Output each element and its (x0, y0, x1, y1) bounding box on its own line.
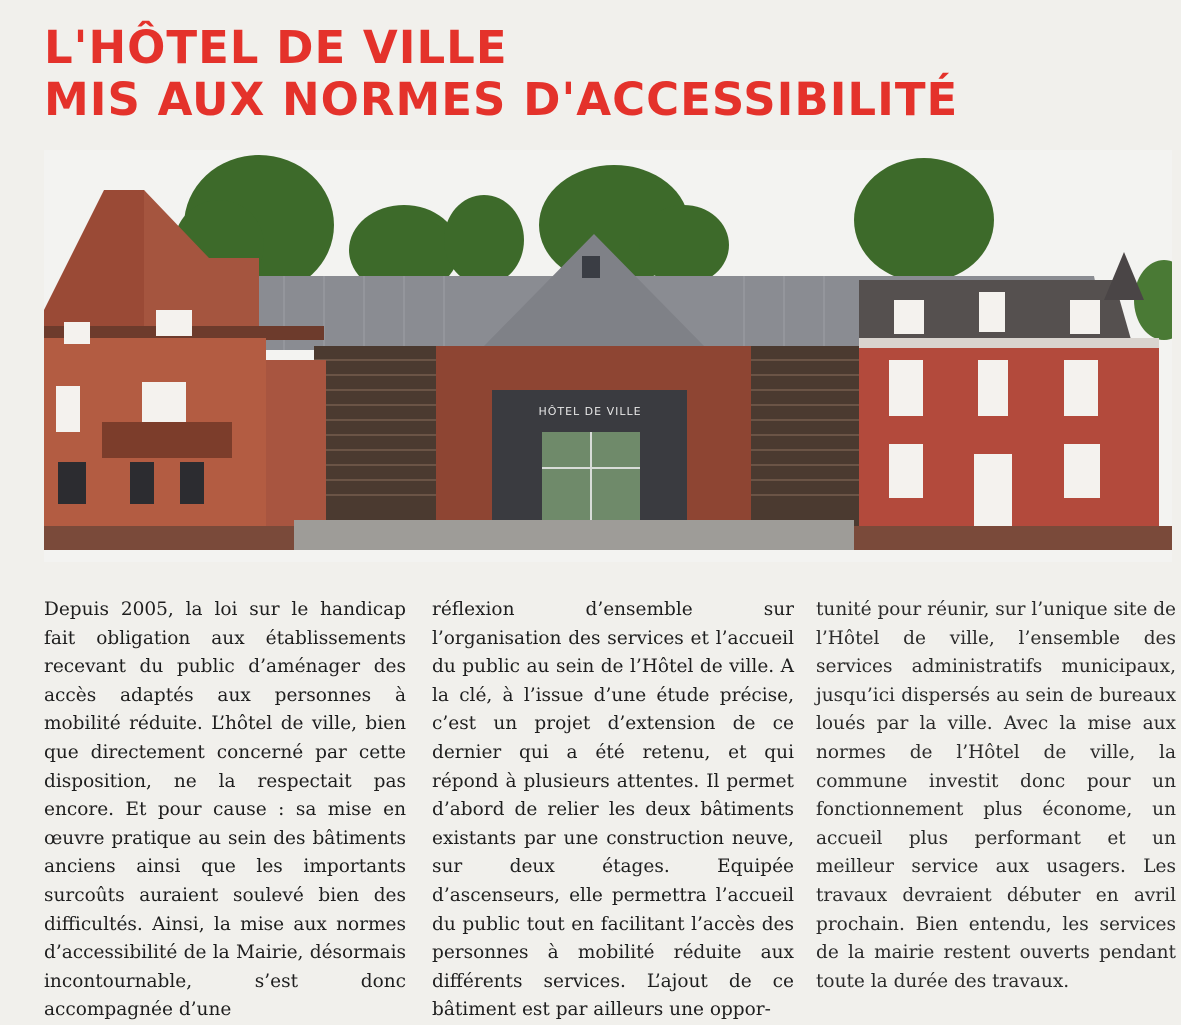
article-column-3 (816, 596, 1176, 996)
article-column-2 (432, 596, 794, 1025)
article-title (44, 22, 1144, 126)
column-2-text: réflexion d’ensemble sur l’organisation des services et l’accueil du public au sein de l’Hôtel de ville. A la clé, à l’issue d’une étude précise, c’est un projet d’extension de ce dernier qui a été retenu, et qui répond à plusieurs attentes. Il permet d’abord de relier les deux bâtiments existants par une construction neuve, sur deux étages. Equipée d’ascenseurs, elle permettra l’accueil du public tout en facilitant l’accès des personnes à mobilité réduite aux différents services. L’ajout de ce bâtiment est par ailleurs une oppor- (432, 599, 794, 1021)
title-line-1: L'HÔTEL DE VILLE (44, 21, 508, 74)
column-1-text: Depuis 2005, la loi sur le handicap fait obligation aux établissements recevant du public d’aménager des accès adaptés aux personnes à mobilité réduite. L’hôtel de ville, bien que directement concerné par cette disposition, ne la respectait pas encore. Et pour cause : sa mise en œuvre pratique au sein des bâtiments anciens ainsi que les importants surcoûts auraient soulevé bien des difficultés. Ainsi, la mise aux normes d’accessibilité de la Mairie, désormais incontournable, s’est donc accompagnée d’une (44, 599, 406, 1021)
column-3-text: tunité pour réunir, sur l’unique site de l’Hôtel de ville, l’ensemble des services administratifs municipaux, jusqu’ici dispersés au sein de bureaux loués par la ville. Avec la mise aux normes de l’Hôtel de ville, la commune investit donc pour un fonctionnement plus économe, un accueil plus performant et un meilleur service aux usagers. Les travaux devraient débuter en avril prochain. Bien entendu, les services de la mairie restent ouverts pendant toute la durée des travaux. (816, 599, 1176, 992)
town-hall-rendering (44, 150, 1172, 562)
title-line-2: MIS AUX NORMES D'ACCESSIBILITÉ (44, 73, 959, 126)
article-column-1 (44, 596, 406, 1025)
town-hall-illustration (44, 150, 1172, 562)
building-sign: HÔTEL DE VILLE (538, 405, 642, 418)
